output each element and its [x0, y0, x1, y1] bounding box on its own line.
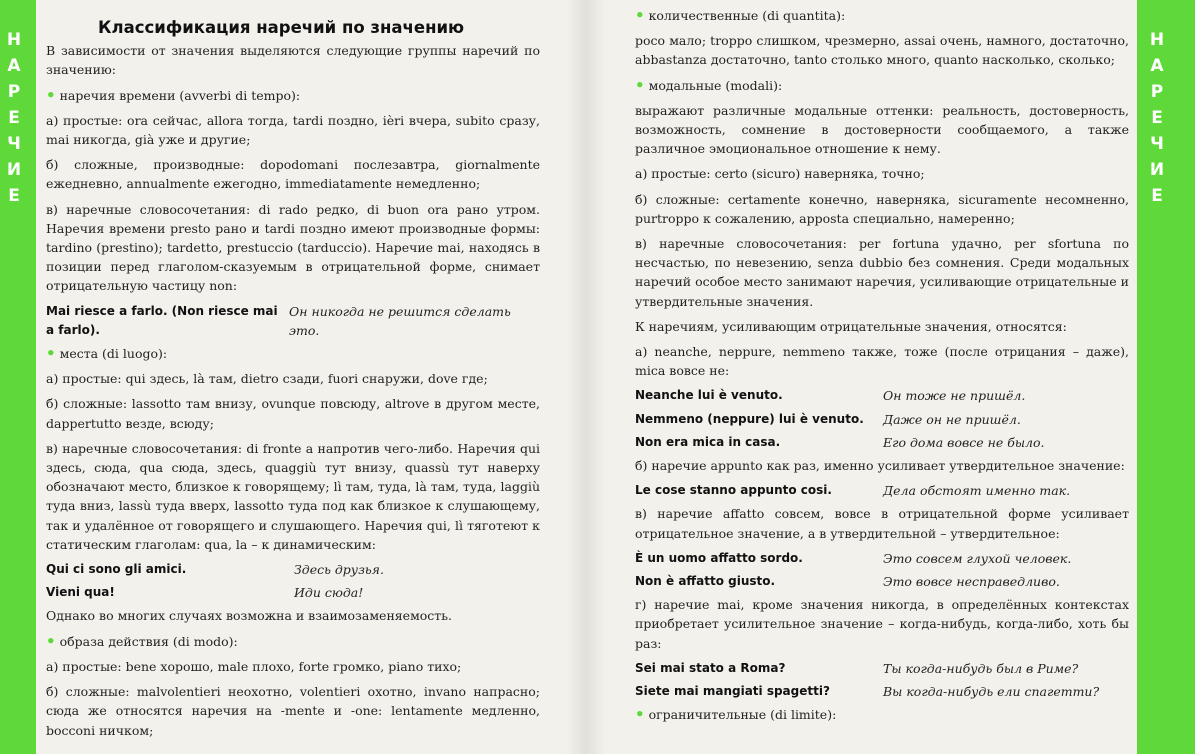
neg-intro: К наречиям, усиливающим отрицательные значения, относятся:	[635, 318, 1067, 334]
example-russian: Даже он не пришёл.	[883, 411, 1021, 427]
example-russian: Здесь друзья.	[294, 562, 384, 578]
left-side-label	[0, 30, 28, 206]
time-compound: б) сложные, производные: dopodomani послезавтра, giornalmente ежедневно, annualmente ежегодно, immediatamente немедленно;	[46, 157, 540, 192]
manner-heading: • образа действия (di modo):	[46, 632, 540, 651]
modal-text: выражают различные модальные оттенки: реальность, достоверность, возможность, сомнение в достоверности сообщаемого, а также различное эмоциональное отношение к нему.	[635, 102, 1129, 157]
example-row	[635, 433, 1129, 452]
example-russian: Вы когда-нибудь ели спагетти?	[883, 684, 1100, 700]
example-italian: Non è affatto giusto.	[635, 574, 776, 589]
example-russian: Дела обстоят именно так.	[883, 483, 1071, 499]
place-simple: а) простые: qui здесь, là там, dietro сзади, fuori снаружи, dove где;	[46, 371, 488, 387]
limit-heading: • ограничительные (di limite):	[635, 705, 1129, 724]
manner-simple: а) простые: bene хорошо, male плохо, forte громко, piano тихо;	[46, 658, 462, 674]
appunto-text: б) наречие appunto как раз, именно усиливает утвердительное значение:	[635, 458, 1125, 474]
time-phrases: в) наречные словосочетания: di rado редко, di buon ora рано утром. Наречия времени presto рано и tardi поздно имеют производные формы: tardino (prestino); tardetto, prestuccio (tarduccio). Наречие mai, находясь в позиции перед глаголом-сказуемым в отрицательной форме, снимает отрицательную частицу non:	[46, 201, 540, 294]
example-row	[635, 549, 1129, 568]
side-letter: Н	[6, 30, 22, 50]
example-row	[635, 410, 1129, 429]
example-row	[635, 481, 1129, 500]
side-letter: Е	[1151, 186, 1163, 206]
example-italian: Neanche lui è venuto.	[635, 388, 783, 403]
place-compound: б) сложные: lassotto там внизу, ovunque повсюду, altrove в другом месте, dappertutto везде, всюду;	[46, 396, 540, 431]
quant-heading: • количественные (di quantita):	[635, 6, 1129, 25]
modal-phrases: в) наречные словосочетания: per fortuna удачно, per sfortuna по несчастью, по невезению, senza dubbio без сомнения. Среди модальных наречий особое место занимают наречия, усиливающие отрицательные и утвердительные значения.	[635, 236, 1129, 309]
side-letter: Е	[8, 186, 20, 206]
example-russian: Он тоже не пришёл.	[883, 388, 1026, 404]
side-letter: Р	[7, 82, 21, 102]
side-letter: И	[6, 160, 22, 180]
page-title: Классификация наречий по значению	[98, 18, 465, 37]
modal-simple: а) простые: certo (sicuro) наверняка, точно;	[635, 166, 925, 182]
modal-compound: б) сложные: certamente конечно, наверняка, sicuramente несомненно, purtroppo к сожалению, apposta специально, намеренно;	[635, 191, 1129, 226]
example-italian: Qui ci sono gli amici.	[46, 562, 187, 577]
example-italian: Vieni qua!	[46, 585, 115, 600]
neg-a: а) neanche, neppure, nemmeno также, тоже (после отрицания – даже), mica вовсе не:	[635, 344, 1129, 379]
left-page	[46, 0, 540, 746]
example-russian: Это совсем глухой человек.	[883, 550, 1072, 566]
example-italian: Siete mai mangiati spagetti?	[635, 684, 830, 699]
right-side-label	[1144, 30, 1170, 206]
example-italian: Sei mai stato a Roma?	[635, 660, 786, 675]
quant-text: poco мало; troppo слишком, чрезмерно, assai очень, намного, достаточно, abbastanza достаточно, tanto столько много, quanto насколько, сколько;	[635, 33, 1129, 68]
example-italian: È un uomo affatto sordo.	[635, 550, 803, 565]
side-letter: А	[7, 56, 21, 76]
place-heading: • места (di luogo):	[46, 344, 540, 363]
book-spine	[566, 0, 606, 754]
example-russian: Иди сюда!	[294, 585, 364, 601]
time-simple: а) простые: ora сейчас, allora тогда, tardi поздно, ièri вчера, subito сразу, mai никогда, già уже и другие;	[46, 112, 540, 148]
side-letter: И	[1149, 160, 1165, 180]
side-letter: Р	[1150, 82, 1164, 102]
example-russian: Его дома вовсе не было.	[883, 434, 1045, 450]
example-row	[635, 572, 1129, 591]
side-letter: Ч	[1150, 134, 1164, 154]
side-letter: А	[1150, 56, 1164, 76]
intro-text: В зависимости от значения выделяются следующие группы наречий по значению:	[46, 43, 540, 78]
modal-heading: • модальные (modali):	[635, 76, 1129, 95]
example-russian: Ты когда-нибудь был в Риме?	[883, 660, 1079, 676]
example-russian: Это вовсе несправедливо.	[883, 574, 1060, 590]
example-italian: Nemmeno (neppure) lui è venuto.	[635, 411, 864, 426]
example-row	[46, 583, 540, 602]
affatto-text: в) наречие affatto совсем, вовсе в отрицательной форме усиливает отрицательное значение, а в утвердительной – утвердительное:	[635, 506, 1129, 541]
example-italian: Mai riesce a farlo. (Non riesce mai a farlo).	[46, 303, 278, 337]
example-italian: Non era mica in casa.	[635, 434, 781, 449]
mai-text: г) наречие mai, кроме значения никогда, в определённых контекстах приобретает усилительное значение – когда-нибудь, когда-либо, хоть бы раз:	[635, 597, 1129, 651]
right-page	[635, 0, 1129, 731]
side-letter: Н	[1149, 30, 1165, 50]
example-row	[635, 386, 1129, 405]
side-letter: Ч	[7, 134, 21, 154]
manner-compound: б) сложные: malvolentieri неохотно, volentieri охотно, invano напрасно; сюда же относятся наречия на -mente и -one: lentamente медленно, bocconi ничком;	[46, 684, 540, 738]
example-row	[635, 659, 1129, 678]
example-italian: Le cose stanno appunto cosi.	[635, 483, 832, 498]
side-letter: Е	[1151, 108, 1163, 128]
example-russian: Он никогда не решится сделать это.	[289, 303, 511, 338]
place-phrases: в) наречные словосочетания: di fronte a напротив чего-либо. Наречия qui здесь, сюда, qua сюда, здесь, quaggiù тут внизу, quassù тут наверху обозначают место, близкое к говорящему; lì там, туда, là там, туда, laggiù туда вниз, lassù туда вверх, lassotto туда под как близкое к слушающему, так и удалённое от говорящего и слушающего. Наречия qui, lì тяготеют к статическим глаголам: qua, la – к динамическим:	[46, 440, 540, 552]
example-row	[46, 560, 540, 579]
example-row	[635, 682, 1129, 701]
time-heading: • наречия времени (avverbi di tempo):	[46, 86, 540, 105]
interchange-text: Однако во многих случаях возможна и взаимозаменяемость.	[46, 608, 453, 624]
side-letter: Е	[8, 108, 20, 128]
example-row	[46, 302, 540, 340]
